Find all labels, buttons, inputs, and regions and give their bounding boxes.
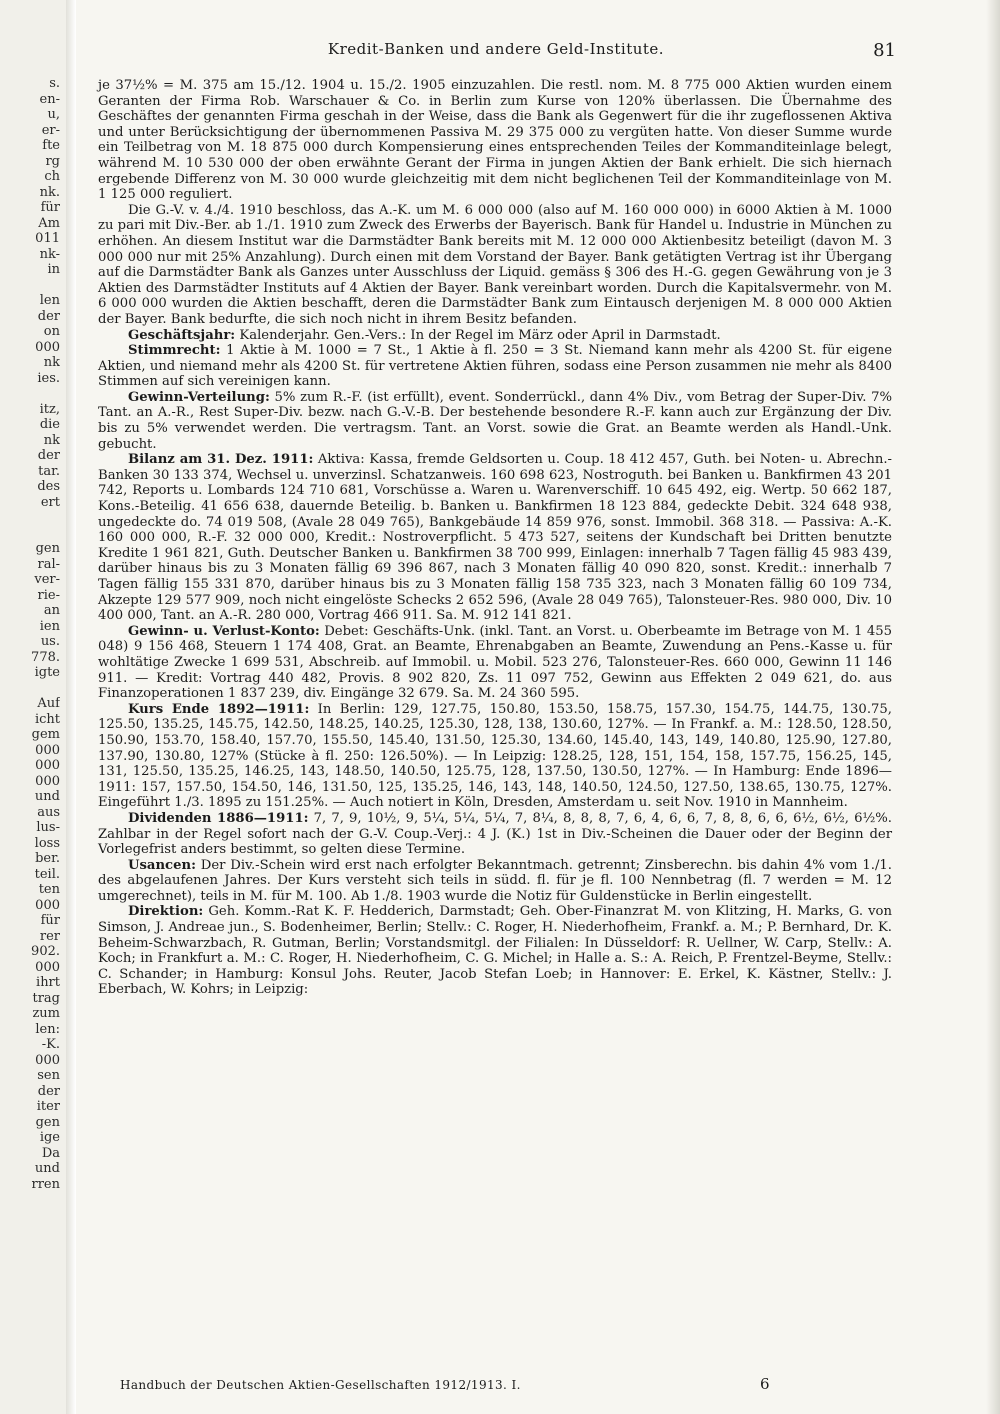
paragraph-text: 7, 7, 9, 10½, 9, 5¼, 5¼, 5¼, 7, 8¼, 8, 8, 8, 7, 6, 4, 6, 6, 7, 8, 8, 6, 6, 6½, 6½, 6½%. Zahlbar in der Regel sofort nach der G.-V. Coup.-Verj.: 4 J. (K.) 1st in Div.-Scheinen die Dauer oder der Beginn der Vorlegefrist anders bestimmt, so gelten diese Termine. [98,810,892,858]
facing-page-fragment: igte [34,665,60,680]
paragraph [98,904,892,998]
paragraph-text: je 37½% = M. 375 am 15./12. 1904 u. 15./2. 1905 einzuzahlen. Die restl. nom. M. 8 775 000 Aktien wurden einem Geranten der Firma Rob. Warschauer & Co. in Berlin zum Kurse von 120% überlassen. Die Übernahme des Geschäftes der genannten Firma geschah in der Weise, dass die Bank als Gegenwert für die ihr zugeflossenen Aktiva und unter Berücksichtigung der übernommenen Passiva M. 29 375 000 zu vergüten hatte. Von dieser Summe wurde ein Teilbetrag von M. 18 875 000 durch Kompensierung eines entsprechenden Teiles der Kommanditeinlage belegt, während M. 10 530 000 der oben erwähnte Gerant der Firma in jungen Aktien der Bank erhielt. Die sich hiernach ergebende Differenz von M. 30 000 wurde gleichzeitig mit dem nicht beglichenen Teil der Kommanditeinlage von M. 1 125 000 reguliert. [98,78,892,203]
facing-page-fragment [0,510,60,526]
facing-page-fragment: 000 [35,1052,60,1068]
facing-page-fragment: on [43,324,60,339]
facing-page-fragment: 000 [35,959,60,975]
facing-page-fragment: 000 [35,742,60,758]
facing-page-fragment: 000 [35,897,60,913]
paragraph-text: Die G.-V. v. 4./4. 1910 beschloss, das A.-K. um M. 6 000 000 (also auf M. 160 000 000) in 6000 Aktien à M. 1000 zu pari mit Div.-Ber. ab 1./1. 1910 zum Zweck des Erwerbs der Bayerisch. Bank für Handel u. Industrie in München zu erhöhen. An diesem Institut war die Darmstädter Bank bereits mit M. 12 000 000 Aktienbesitz beteiligt (davon M. 3 000 000 nur mit 25% Anzahlung). Durch einen mit dem Vorstand der Bayer. Bank getätigten Vertrag ist ihr Übergang auf die Darmstädter Bank als Ganzes unter Ausschluss der Liquid. gemäss § 306 des H.-G. gegen Gewährung von je 3 Aktien des Darmstädter Instituts auf 4 Aktien der Bayer. Bank vereinbart worden. Durch die Kapitalsvermehr. von M. 6 000 000 wurden die Aktien beschafft, deren die Darmstädter Bank zum Eintausch derjenigen M. 8 000 000 Aktien der Bayer. Bank bedurfte, die sich noch nicht in ihrem Besitz befanden. [98,202,892,327]
facing-page-fragment: 902. [31,944,60,959]
facing-page-fragment: len [39,293,60,308]
section-label: Gewinn- u. Verlust-Konto: [128,623,320,639]
facing-page-fragment [0,681,60,697]
paragraph-text: Kalenderjahr. Gen.-Vers.: In der Regel im März oder April in Darmstadt. [239,327,721,343]
facing-page-fragment: nk. [39,184,60,200]
facing-page-margin [0,0,68,1414]
paragraph [98,390,892,452]
facing-page-fragment: des [37,479,60,494]
paragraph [98,203,892,328]
facing-page-fragment: 000 [35,758,60,773]
facing-page-fragment: für [40,200,60,215]
facing-page-fragment: loss [34,835,60,851]
facing-page-fragment: us. [40,634,60,649]
facing-page-fragment: nk [43,355,60,370]
paragraph-text: 1 Aktie à M. 1000 = 7 St., 1 Aktie à fl. 250 = 3 St. Niemand kann mehr als 4200 St. für eigene Aktien, und niemand mehr als 4200 St. für vertretene Aktien führen, sodass eine Person zusammen nie mehr als 8400 Stimmen auf sich vereinigen kann. [98,343,892,390]
facing-page-fragment: lus- [36,820,60,835]
signature-mark: 6 [760,1375,770,1393]
page-header [96,40,896,64]
paragraph-text: Aktiva: Kassa, fremde Geldsorten u. Coup. 18 412 457, Guth. bei Noten- u. Abrechn.-Banken 30 133 374, Wechsel u. unverzinsl. Schatzanweis. 160 698 623, Nostroguth. bei Banken u. Bankfirmen 43 201 742, Reports u. Lombards 124 710 681, Vorschüsse a. Waren u. Warenverschiff. 10 645 492, eig. Wertp. 50 662 187, Kons.-Beteilig. 41 656 638, dauernde Beteilig. b. Banken u. Bankfirmen 18 123 884, gedeckte Debit. 324 648 938, ungedeckte do. 74 019 508, (Avale 28 049 765), Bankgebäude 14 859 976, sonst. Immobil. 368 318. — Passiva: A.-K. 160 000 000, R.-F. 32 000 000, Kredit.: Nostroverpflicht. 5 473 527, seitens der Kundschaft bei Dritten benutzte Kredite 1 961 821, Guth. Deutscher Banken u. Bankfirmen 38 700 999, Einlagen: innerhalb 7 Tagen fällig 45 983 439, darüber hinaus bis zu 3 Monaten fällig 69 396 867, nach 3 Monaten fällig 40 090 820, sonst. Kredit.: innerhalb 7 Tagen fällig 155 331 870, darüber hinaus bis zu 3 Monaten fällig 158 735 323, nach 3 Monaten fällig 60 109 734, Akzepte 129 577 909, noch nicht eingelöste Schecks 2 652 596, (Avale 28 049 765), Talonsteuer-Res. 980 000, Div. 10 400 000, Tant. an A.-R. 280 000, Vortrag 466 911. Sa. M. 912 141 821. [98,452,892,624]
paragraph-text: Geh. Komm.-Rat K. F. Hedderich, Darmstadt; Geh. Ober-Finanzrat M. von Klitzing, H. Marks, G. von Simson, J. Andreae jun., S. Bodenheimer, Berlin; Stellv.: C. Roger, H. Niederhofheim, Frankf. a. M.; P. Bernhard, Dr. K. Beheim-Schwarzbach, R. Gutman, Berlin; Vorstandsmitgl. der Filialen: In Düsseldorf: R. Uellner, W. Carp, Stellv.: A. Koch; in Frankfurt a. M.: C. Roger, H. Niederhofheim, C. G. Michel; in Halle a. S.: A. Reich, P. Frentzel-Beyme, Stellv.: C. Schander; in Hamburg: Konsul Johs. Reuter, Jacob Stefan Loeb; in Hannover: E. Erkel, K. Kästner, Stellv.: J. Eberbach, W. Kohrs; in Leipzig: [98,904,892,998]
facing-page-fragment: ies. [37,370,60,386]
paragraph [98,811,892,858]
section-label: Geschäftsjahr: [128,327,236,343]
facing-page-fragment: nk [43,432,60,448]
facing-page-fragment: gen [35,541,60,556]
section-label: Gewinn-Verteilung: [128,389,270,405]
paragraph [98,702,892,811]
facing-page-fragment: en- [39,91,60,107]
section-label: Stimmrecht: [128,343,221,359]
facing-page-fragment: Da [41,1145,60,1161]
body-text [98,78,892,998]
facing-page-fragment: teil. [34,866,60,882]
facing-page-fragment: ert [40,494,60,510]
paragraph-text: 5% zum R.-F. (ist erfüllt), event. Sonderrückl., dann 4% Div., vom Betrag der Super-Div. 7% Tant. an A.-R., Rest Super-Div. bezw. nach G.-V.-B. Der bestehende besondere R.-F. kann auch zur Ergänzung der Div. bis zu 5% verwendet werden. Die vertragsm. Tant. an Vorst. sowie die Grat. an Beamte werden als Handl.-Unk. gebucht. [98,389,892,452]
facing-page-fragment: rg [45,153,60,169]
facing-page-fragment: und [34,1161,60,1176]
facing-page-fragment: 000 [35,773,60,789]
paragraph-text: Der Div.-Schein wird erst nach erfolgter Bekanntmach. getrennt; Zinsberechn. bis dahin 4% vom 1./1. des abgelaufenen Jahres. Der Kurs versteht sich teils in südd. fl. für je fl. 100 Nennbetrag (fl. 7 werden = M. 12 umgerechnet), teils in M. für M. 100. Ab 1./8. 1903 wurde die Notiz für Guldenstücke in Berlin eingestellt. [98,857,892,904]
facing-page-fragment: ch [44,169,60,184]
facing-page-fragment: an [43,603,60,618]
facing-page-fragment: s. [49,76,60,91]
facing-page-fragment: ige [39,1130,60,1145]
facing-page-fragment: rer [39,928,60,944]
facing-page-fragment: icht [34,711,60,727]
page-edge-shadow [986,0,1000,1414]
facing-page-fragment: gen [35,1114,60,1130]
facing-page-fragment: -K. [41,1037,60,1052]
facing-page-fragment: der [37,308,60,324]
section-label: Bilanz am 31. Dez. 1911: [128,452,314,468]
facing-page-fragment: tar. [38,463,60,479]
facing-page-fragment: 011 [35,231,60,246]
facing-page-fragment: der [37,448,60,463]
paragraph [98,343,892,390]
facing-page-fragment: fte [42,138,60,153]
facing-page-fragment [0,278,60,294]
facing-page-fragment: iter [36,1099,60,1114]
paragraph [98,624,892,702]
running-title: Kredit-Banken und andere Geld-Institute. [327,40,665,58]
facing-page-fragment: rie- [37,587,60,603]
paragraph-text: Debet: Geschäfts-Unk. (inkl. Tant. an Vorst. u. Oberbeamte im Betrage von M. 1 455 048) 9 156 468, Steuern 1 174 408, Grat. an Beamte, Ehrenabgaben an Beamte, Zuwendung an Pens.-Kasse u. für wohltätige Zwecke 1 699 531, Abschreib. auf Immobil. u. Mobil. 523 276, Talonsteuer-Res. 660 000, Gewinn 11 146 911. — Kredit: Vortrag 440 482, Provis. 8 902 820, Zs. 11 097 752, Gewinn aus Effekten 2 049 621, do. aus Finanzoperationen 1 837 239, div. Eingänge 32 679. Sa. M. 24 360 595. [98,623,892,702]
facing-page-fragment: nk- [39,246,60,262]
section-label: Dividenden 1886—1911: [128,810,309,826]
facing-page-text-fragments [0,76,60,1192]
facing-page-fragment: len: [35,1021,60,1037]
facing-page-fragment: in [47,262,60,277]
facing-page-fragment: Auf [37,696,60,711]
facing-page-fragment: 778. [31,649,60,665]
facing-page-fragment [0,526,60,542]
facing-page-fragment [0,386,60,402]
page-footer [98,1375,892,1398]
section-label: Direktion: [128,904,204,920]
facing-page-fragment: ien [39,618,60,634]
facing-page-fragment: ihrt [36,975,60,990]
facing-page-fragment: u, [47,107,60,122]
facing-page-fragment: ten [38,882,60,897]
paragraph-text: In Berlin: 129, 127.75, 150.80, 153.50, 158.75, 157.30, 154.75, 144.75, 130.75, 125.50, 135.25, 145.75, 142.50, 148.25, 140.25, 125.30, 128, 138, 130.60, 127%. — In Frankf. a. M.: 128.50, 128.50, 150.90, 153.70, 158.40, 157.70, 155.50, 145.40, 131.50, 125.30, 134.60, 145.40, 143, 149, 140.80, 125.90, 127.80, 137.90, 130.80, 127% (Stücke à fl. 250: 126.50%). — In Leipzig: 128.25, 128, 151, 154, 158, 157.75, 156.25, 145, 131, 125.50, 135.25, 146.25, 143, 148.50, 140.50, 125.75, 128, 137.50, 130.50, 127%. — In Hamburg: Ende 1896—1911: 157, 157.50, 154.50, 146, 131.50, 125, 135.25, 146, 143, 148, 140.50, 124.50, 127.50, 138.65, 130.75, 127%. Eingeführt 1./3. 1895 zu 151.25%. — Auch notiert in Köln, Dresden, Amsterdam u. seit Nov. 1910 in Mannheim. [98,701,892,811]
paragraph [98,858,892,905]
facing-page-fragment: rren [31,1176,60,1192]
facing-page-fragment: ver- [34,572,60,587]
section-label: Kurs Ende 1892—1911: [128,701,310,717]
facing-page-fragment: gem [31,727,60,742]
facing-page-fragment: Am [38,215,60,231]
paragraph [98,452,892,624]
footer-title: Handbuch der Deutschen Aktien-Gesellschaften 1912/1913. I. [120,1378,521,1392]
paragraph [98,78,892,203]
book-gutter [66,0,76,1414]
facing-page-fragment: ber. [35,851,60,866]
facing-page-fragment: zum [32,1006,60,1021]
facing-page-fragment: 000 [35,339,60,355]
page-number: 81 [873,40,896,61]
facing-page-fragment: und [34,789,60,804]
facing-page-fragment: trag [32,990,60,1006]
facing-page-fragment: der [37,1083,60,1099]
facing-page-fragment: aus [37,804,60,820]
facing-page-fragment: itz, [39,401,60,417]
facing-page-fragment: sen [37,1068,60,1083]
paragraph [98,328,892,344]
facing-page-fragment: er- [41,122,60,138]
facing-page-fragment: die [39,417,60,432]
facing-page-fragment: ral- [37,556,60,572]
facing-page-fragment: für [40,913,60,928]
section-label: Usancen: [128,857,196,873]
